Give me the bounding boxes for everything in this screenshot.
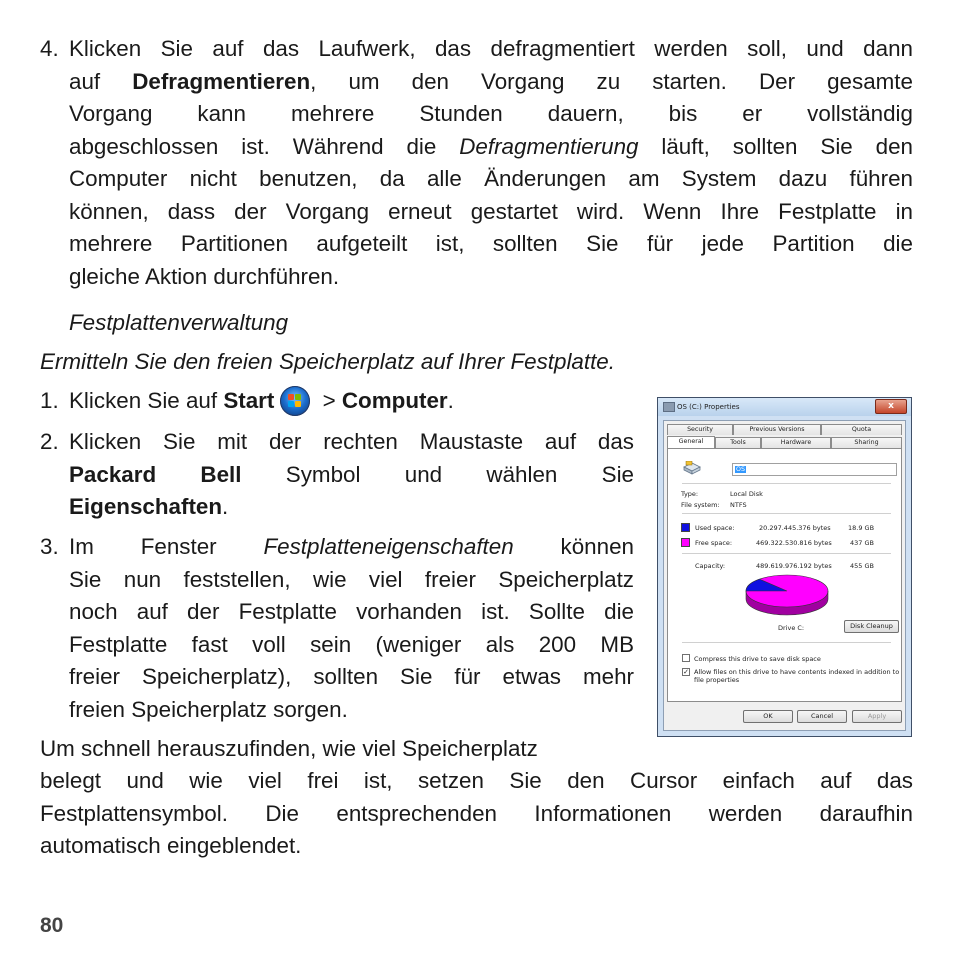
disk-cleanup-button[interactable]: Disk Cleanup bbox=[844, 620, 899, 633]
closing-line-3: Festplattensymbol. Die entsprechenden Informationen werden daraufhin bbox=[40, 800, 913, 826]
section-heading bbox=[69, 307, 288, 340]
festplatteneigenschaften-term: Festplatteneigenschaften bbox=[263, 534, 514, 559]
tab-security[interactable]: Security bbox=[667, 424, 733, 435]
step-4-line-8: gleiche Aktion durchführen. bbox=[69, 263, 340, 289]
dialog-title: OS (C:) Properties bbox=[677, 403, 740, 411]
general-panel bbox=[667, 448, 902, 702]
capacity-label: Capacity: bbox=[695, 562, 726, 570]
step-4-line-2-a: auf bbox=[69, 68, 101, 94]
compress-checkbox[interactable] bbox=[682, 654, 690, 662]
apply-button[interactable]: Apply bbox=[852, 710, 902, 723]
drive-name-input[interactable] bbox=[732, 463, 897, 476]
step-4-line-5: Computer nicht benutzen, da alle Änderungen am System dazu führen bbox=[69, 166, 913, 191]
compress-label: Compress this drive to save disk space bbox=[694, 655, 821, 663]
step-2-line-3 bbox=[69, 491, 634, 524]
page-number: 80 bbox=[40, 914, 64, 937]
step-3-line-1-b: können bbox=[560, 534, 634, 559]
disk-usage-pie bbox=[742, 571, 832, 621]
step-3-line-4: Festplatte fast voll sein (weniger als 200 MB bbox=[69, 631, 634, 657]
step-2-line-3-end: . bbox=[222, 494, 229, 519]
step-3-line-1-a: Im Fenster bbox=[69, 534, 217, 559]
step-4-line-7: mehrere Partitionen aufgeteilt ist, sollten Sie für jede Partition die bbox=[69, 231, 913, 256]
tab-row-1 bbox=[667, 424, 902, 435]
defragmentieren-term: Defragmentieren bbox=[132, 68, 311, 94]
used-space-swatch bbox=[681, 523, 690, 532]
defragmentierung-term: Defragmentierung bbox=[459, 133, 639, 159]
index-label-line-1: Allow files on this drive to have contents indexed in addition to bbox=[694, 668, 900, 676]
divider-2 bbox=[682, 513, 891, 514]
type-value: Local Disk bbox=[730, 490, 763, 498]
tab-tools[interactable]: Tools bbox=[715, 437, 761, 448]
eigenschaften-term: Eigenschaften bbox=[69, 494, 223, 519]
type-label: Type: bbox=[681, 490, 699, 498]
step-1-text-a: Klicken Sie auf bbox=[69, 388, 224, 413]
windows-start-icon bbox=[280, 386, 310, 416]
step-2-text bbox=[69, 426, 634, 524]
used-space-bytes: 20.297.445.376 bytes bbox=[759, 524, 831, 532]
closing-line-2: belegt und wie viel frei ist, setzen Sie den Cursor einfach auf das bbox=[40, 768, 913, 793]
free-space-bytes: 469.322.530.816 bytes bbox=[756, 539, 832, 547]
step-4-line-4 bbox=[69, 131, 913, 164]
filesystem-value: NTFS bbox=[730, 501, 747, 509]
dialog-client bbox=[663, 420, 906, 731]
step-4-line-4-b: läuft, sollten Sie den bbox=[638, 133, 913, 159]
step-3-number: 3. bbox=[40, 534, 59, 559]
divider-1 bbox=[682, 483, 891, 484]
divider-3 bbox=[682, 553, 891, 554]
free-space-gb: 437 GB bbox=[850, 539, 874, 547]
step-4-text bbox=[69, 33, 913, 293]
step-4-line-2 bbox=[69, 66, 913, 99]
step-1-end: . bbox=[447, 388, 454, 413]
drive-title-icon bbox=[663, 402, 675, 412]
closing-line-4: automatisch eingeblendet. bbox=[40, 833, 302, 858]
step-1-text bbox=[69, 385, 454, 418]
step-2-line-2-b: Symbol und wählen Sie bbox=[285, 461, 635, 487]
used-space-label: Used space: bbox=[695, 524, 735, 532]
step-4-line-1: Klicken Sie auf das Laufwerk, das defragmentiert werden soll, und dann bbox=[69, 36, 913, 61]
ok-button[interactable]: OK bbox=[743, 710, 793, 723]
step-4-number: 4. bbox=[40, 36, 59, 61]
computer-term: Computer bbox=[341, 388, 448, 413]
divider-4 bbox=[682, 642, 891, 643]
step-4-line-3: Vorgang kann mehrere Stunden dauern, bis er vollständig bbox=[69, 101, 913, 126]
free-space-swatch bbox=[681, 538, 690, 547]
subheading bbox=[40, 346, 615, 379]
step-4-line-6: können, dass der Vorgang erneut gestartet wird. Wenn Ihre Festplatte in bbox=[69, 198, 913, 224]
closing-rest bbox=[40, 765, 913, 863]
step-2-number: 2. bbox=[40, 429, 59, 454]
step-3-text bbox=[69, 531, 634, 726]
step-2-line-1: Klicken Sie mit der rechten Maustaste auf das bbox=[69, 429, 634, 454]
drive-label: Drive C: bbox=[778, 624, 805, 632]
step-3-line-2: Sie nun feststellen, wie viel freier Speicherplatz bbox=[69, 566, 634, 592]
tab-sharing[interactable]: Sharing bbox=[831, 437, 902, 448]
step-1-separator: > bbox=[316, 388, 342, 413]
tab-general[interactable]: General bbox=[667, 436, 715, 448]
hard-drive-icon bbox=[682, 461, 702, 475]
tab-hardware[interactable]: Hardware bbox=[761, 437, 831, 448]
close-button[interactable]: x bbox=[875, 399, 907, 414]
tab-quota[interactable]: Quota bbox=[821, 424, 902, 435]
cancel-button[interactable]: Cancel bbox=[797, 710, 847, 723]
index-label-line-2: file properties bbox=[694, 676, 740, 684]
packard-bell-term: Packard Bell bbox=[69, 461, 242, 487]
drive-name-value: OS bbox=[736, 466, 745, 473]
free-space-label: Free space: bbox=[695, 539, 733, 547]
step-3-line-5: freier Speicherplatz), sollten Sie für etwas mehr bbox=[69, 664, 634, 689]
step-2-line-2 bbox=[69, 459, 634, 492]
step-1-number: 1. bbox=[40, 388, 59, 413]
tab-row-2 bbox=[667, 436, 902, 447]
index-checkbox[interactable] bbox=[682, 668, 690, 676]
step-3-line-1 bbox=[69, 531, 634, 564]
step-3-line-6: freien Speicherplatz sorgen. bbox=[69, 696, 348, 722]
capacity-bytes: 489.619.976.192 bytes bbox=[756, 562, 832, 570]
start-term: Start bbox=[223, 388, 275, 413]
capacity-gb: 455 GB bbox=[850, 562, 874, 570]
subheading-text: Ermitteln Sie den freien Speicherplatz auf Ihrer Festplatte. bbox=[40, 349, 615, 374]
checkmark-icon: ✓ bbox=[683, 668, 689, 676]
closing-line-1: Um schnell herauszufinden, wie viel Speicherplatz bbox=[40, 736, 538, 761]
tab-previous-versions[interactable]: Previous Versions bbox=[733, 424, 821, 435]
step-4-line-2-b: , um den Vorgang zu starten. Der gesamte bbox=[310, 68, 913, 94]
step-4-line-4-a: abgeschlossen ist. Während die bbox=[69, 133, 460, 159]
disk-properties-dialog bbox=[657, 397, 912, 737]
filesystem-label: File system: bbox=[681, 501, 720, 509]
dialog-titlebar bbox=[658, 398, 911, 416]
section-heading-text: Festplattenverwaltung bbox=[69, 310, 289, 335]
used-space-gb: 18.9 GB bbox=[848, 524, 875, 532]
step-3-line-3: noch auf der Festplatte vorhanden ist. Sollte die bbox=[69, 599, 634, 624]
